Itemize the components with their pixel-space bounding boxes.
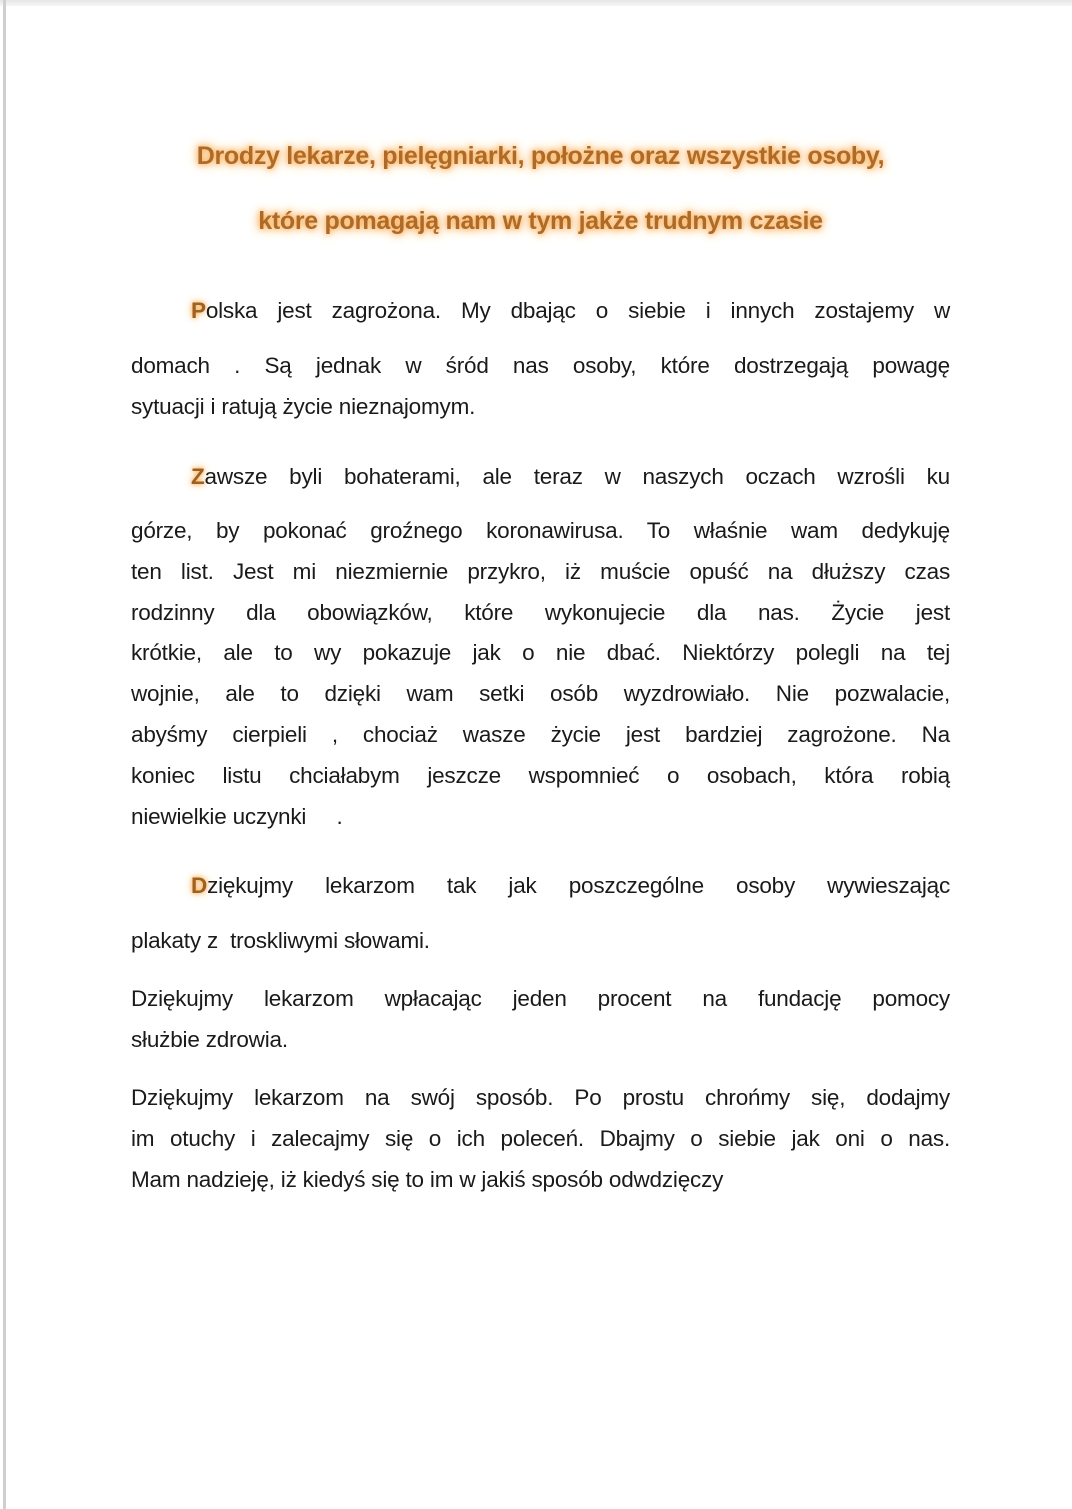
paragraph-1-cont — [131, 345, 950, 427]
drop-cap: P — [191, 298, 206, 323]
paragraph-line: koniec listu chciałabym jeszcze wspomnieć o osobach, która robią — [131, 762, 950, 788]
paragraph-line: plakaty z troskliwymi słowami. — [131, 928, 430, 953]
paragraph-line: niewielkie uczynki . — [131, 803, 343, 829]
paragraph-line: sytuacji i ratują życie nieznajomym. — [131, 394, 476, 419]
drop-cap: D — [191, 873, 208, 898]
paragraph-line: im otuchy i zalecajmy się o ich poleceń. Dbajmy o siebie jak oni o nas. — [131, 1126, 950, 1151]
paragraph-line: ten list. Jest mi niezmiernie przykro, iż muście opuść na dłuższy czas — [131, 558, 950, 584]
paragraph-line: wojnie, ale to dzięki wam setki osób wyzdrowiało. Nie pozwalacie, — [131, 681, 950, 707]
paragraph-line: rodzinny dla obowiązków, które wykonujecie dla nas. Życie jest — [131, 599, 950, 625]
paragraph-line: domach . Są jednak w śród nas osoby, które dostrzegają powagę — [131, 353, 950, 378]
paragraph-1 — [131, 290, 950, 331]
drop-cap: Z — [191, 464, 205, 489]
paragraph-line: Zawsze byli bohaterami, ale teraz w naszych oczach wzrośli ku — [191, 464, 950, 489]
paragraph-line: służbie zdrowia. — [131, 1027, 288, 1052]
letter-title-line-2: które pomagają nam w tym jakże trudnym czasie — [258, 207, 823, 235]
paragraph-2-cont — [131, 511, 950, 837]
page-top-edge — [0, 0, 1072, 6]
paragraph-line: Dziękujmy lekarzom tak jak poszczególne osoby wywieszając — [191, 873, 950, 898]
letter-title-line-1: Drodzy lekarze, pielęgniarki, położne oraz wszystkie osoby, — [196, 142, 885, 170]
paragraph-line: Mam nadzieję, iż kiedyś się to im w jakiś sposób odwdzięczy — [131, 1167, 724, 1192]
paragraph-line: Dziękujmy lekarzom na swój sposób. Po prostu chrońmy się, dodajmy — [131, 1085, 950, 1110]
paragraph-line: abyśmy cierpieli , chociaż wasze życie jest bardziej zagrożone. Na — [131, 721, 950, 747]
paragraph-line: Polska jest zagrożona. My dbając o siebie i innych zostajemy w — [191, 298, 950, 323]
paragraph-2 — [131, 456, 950, 497]
paragraph-line: górze, by pokonać groźnego koronawirusa. To właśnie wam dedykuję — [131, 518, 950, 543]
paragraph-4 — [131, 978, 950, 1060]
paragraph-line: krótkie, ale to wy pokazuje jak o nie dbać. Niektórzy polegli na tej — [131, 640, 950, 666]
paragraph-3-cont — [131, 920, 950, 961]
paragraph-3 — [131, 865, 950, 906]
paragraph-line: Dziękujmy lekarzom wpłacając jeden procent na fundację pomocy — [131, 986, 950, 1011]
paragraph-5 — [131, 1077, 950, 1200]
page-left-edge — [3, 0, 6, 1509]
